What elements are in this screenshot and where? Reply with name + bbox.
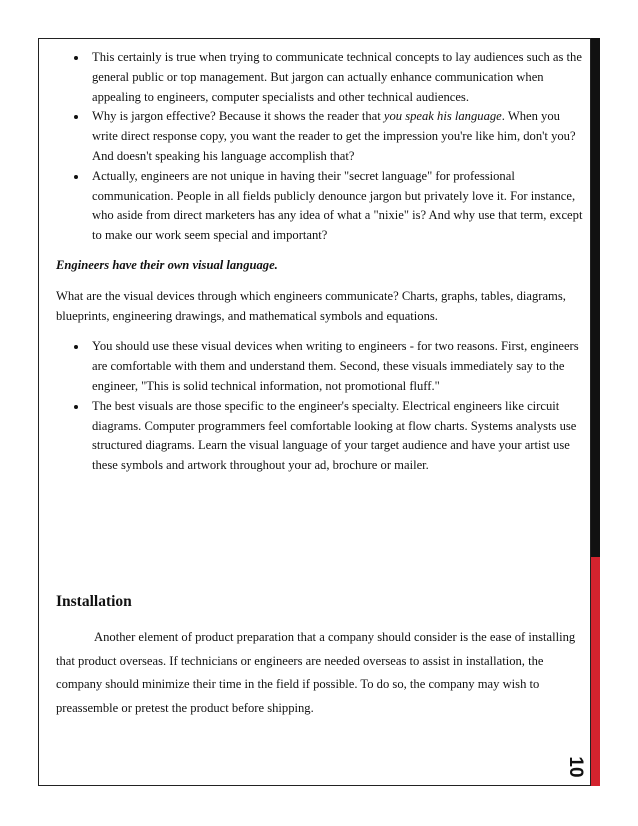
page-content bbox=[56, 48, 584, 476]
installation-heading: Installation bbox=[56, 593, 132, 610]
bullet-item bbox=[56, 107, 584, 166]
installation-paragraph: Another element of product preparation that a company should consider is the ease of installing that product overseas. If technicians or engineers are needed overseas to assist in installation, the company should minimize their time in the field if possible. To do so, the company may wish to preassemble or pretest the product before shipping. bbox=[56, 630, 576, 715]
bullet-item: Actually, engineers are not unique in having their "secret language" for professional communication. People in all fields publicly denounce jargon but privately love it. For instance, who aside from direct marketers has any idea of what a "nixie" is? And why use that term, except to make our work seem special and important? bbox=[56, 167, 584, 246]
bullet-text: Why is jargon effective? Because it shows the reader that bbox=[92, 109, 384, 124]
visual-devices-paragraph: What are the visual devices through which engineers communicate? Charts, graphs, tables, diagrams, blueprints, engineering drawings, and mathematical symbols and equations. bbox=[56, 288, 566, 323]
bullet-item: The best visuals are those specific to the engineer's specialty. Electrical engineers like circuit diagrams. Computer programmers feel comfortable looking at flow charts. Systems analysts use structured diagrams. Learn the visual language of your target audience and have your artist use these symbols and artwork throughout your ad, brochure or mailer. bbox=[56, 397, 584, 476]
bullet-item: You should use these visual devices when writing to engineers - for two reasons. First, engineers are comfortable with them and understand them. Second, these visuals immediately say to the engineer, "This is solid technical information, not promotional fluff." bbox=[56, 337, 584, 396]
installation-section bbox=[56, 592, 584, 720]
side-bar-red bbox=[591, 557, 600, 786]
jargon-bullet-list bbox=[56, 48, 584, 246]
bullet-item: This certainly is true when trying to communicate technical concepts to lay audiences such as the general public or top management. But jargon can actually enhance communication when appealing to engineers, computer specialists and other technical audiences. bbox=[56, 48, 584, 107]
bullet-text-italic: you speak his language bbox=[383, 109, 502, 124]
visual-bullet-list bbox=[56, 337, 584, 476]
side-bar-black bbox=[591, 38, 600, 557]
visual-section bbox=[56, 337, 584, 476]
page-number: 10 bbox=[565, 756, 586, 778]
jargon-section bbox=[56, 48, 584, 246]
bullet-text: . When you write direct response copy, you want the reader to get the impression you're like him, don't you? And doesn't speaking his language accomplish that? bbox=[92, 109, 576, 163]
visual-language-heading: Engineers have their own visual language. bbox=[56, 257, 278, 272]
